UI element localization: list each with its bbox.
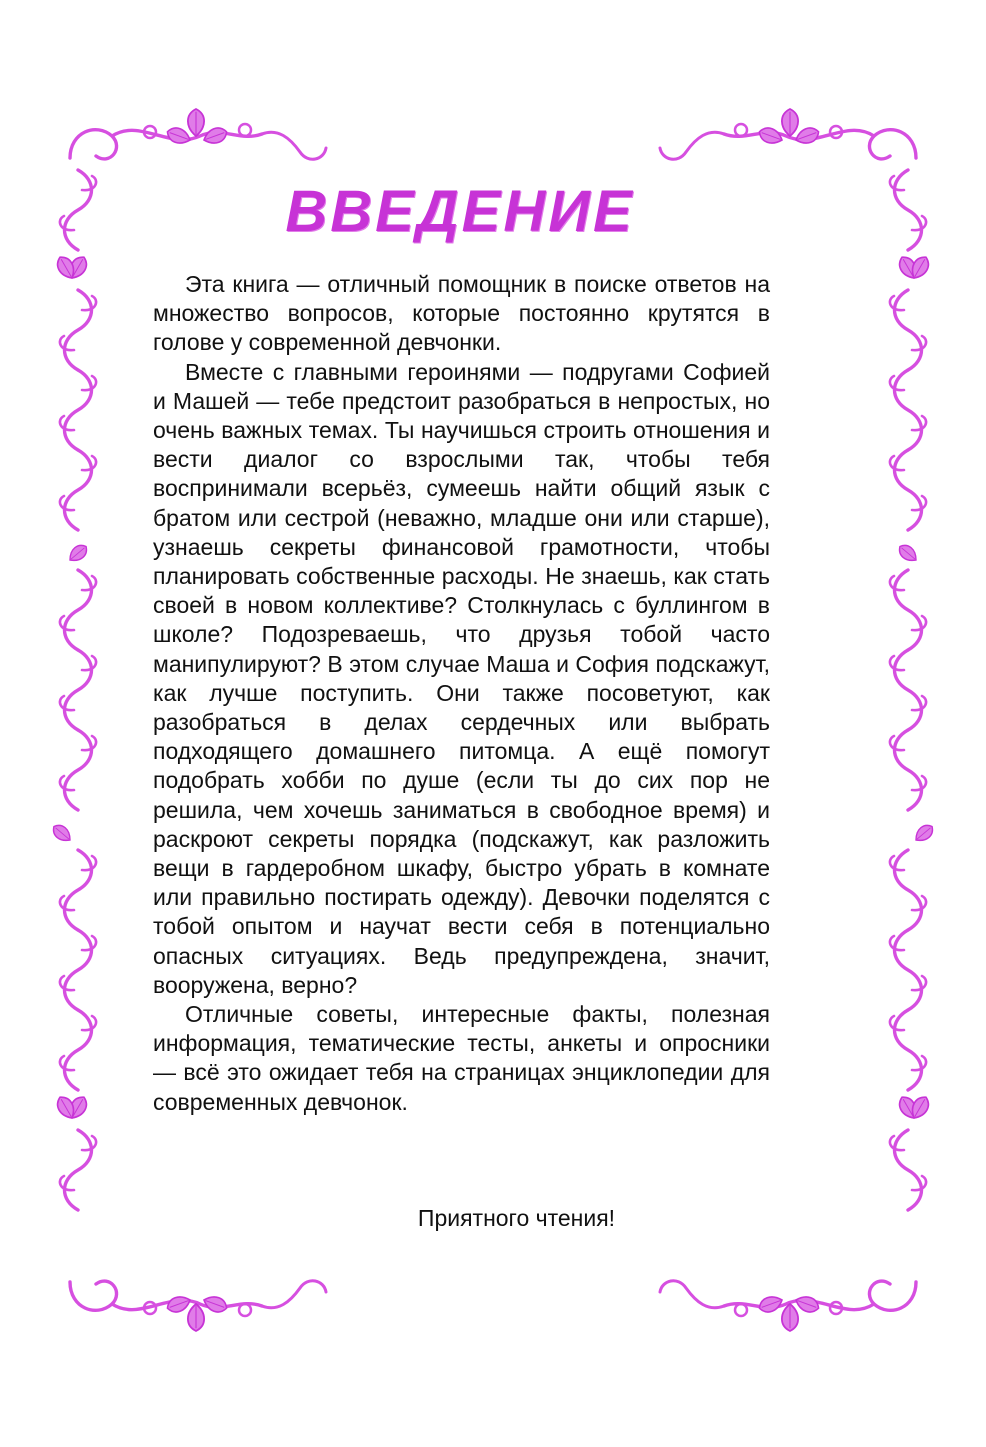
closing-line: Приятного чтения! (417, 1205, 616, 1231)
top-right-ornament (660, 109, 916, 159)
page-title: ВВЕДЕНИЕ (285, 179, 635, 244)
bottom-left-ornament (70, 1281, 326, 1331)
top-left-ornament (70, 109, 326, 159)
paragraph-3: Отличные советы, интересные факты, полезная информация, тематические тесты, анкеты и опросники — всё это ожидает тебя на страницах энциклопедии для современных девчонок. (153, 1001, 770, 1115)
paragraph-2: Вместе с главными героинями — подругами Софией и Машей — тебе предстоит разобраться в непростых, но очень важных темах. Ты научишься строить отношения и вести диалог со взрослыми так, чтобы тебя воспринимали всерьёз, сумеешь найти общий язык с братом или сестрой (неважно, младше они или старше), узнаешь секреты финансовой грамотности, чтобы планировать собственные расходы. Не знаешь, как стать своей в новом коллективе? Столкнулась с буллингом в школе? Подозреваешь, что друзья тобой часто манипулируют? В этом случае Маша и София подскажут, как лучше поступить. Они также посоветуют, как разобраться в делах сердечных или выбрать подходящего домашнего питомца. А ещё помогут подобрать хобби по душе (если ты до сих пор не решила, чем хочешь заниматься в свободное время) и раскроют секреты порядка (подскажут, как разложить вещи в гардеробном шкафу, быстро убрать в комнате или правильно постирать одежду). Девочки поделятся с тобой опытом и научат вести себя в потенциально опасных ситуациях. Ведь предупреждена, значит, вооружена, верно? (153, 358, 770, 998)
right-vine (890, 170, 936, 1210)
left-vine (50, 170, 96, 1210)
intro-text (153, 270, 770, 1117)
bottom-right-ornament (660, 1281, 916, 1331)
paragraph-1: Эта книга — отличный помощник в поиске ответов на множество вопросов, которые постоянно крутятся в голове у современной девчонки. (153, 271, 770, 356)
